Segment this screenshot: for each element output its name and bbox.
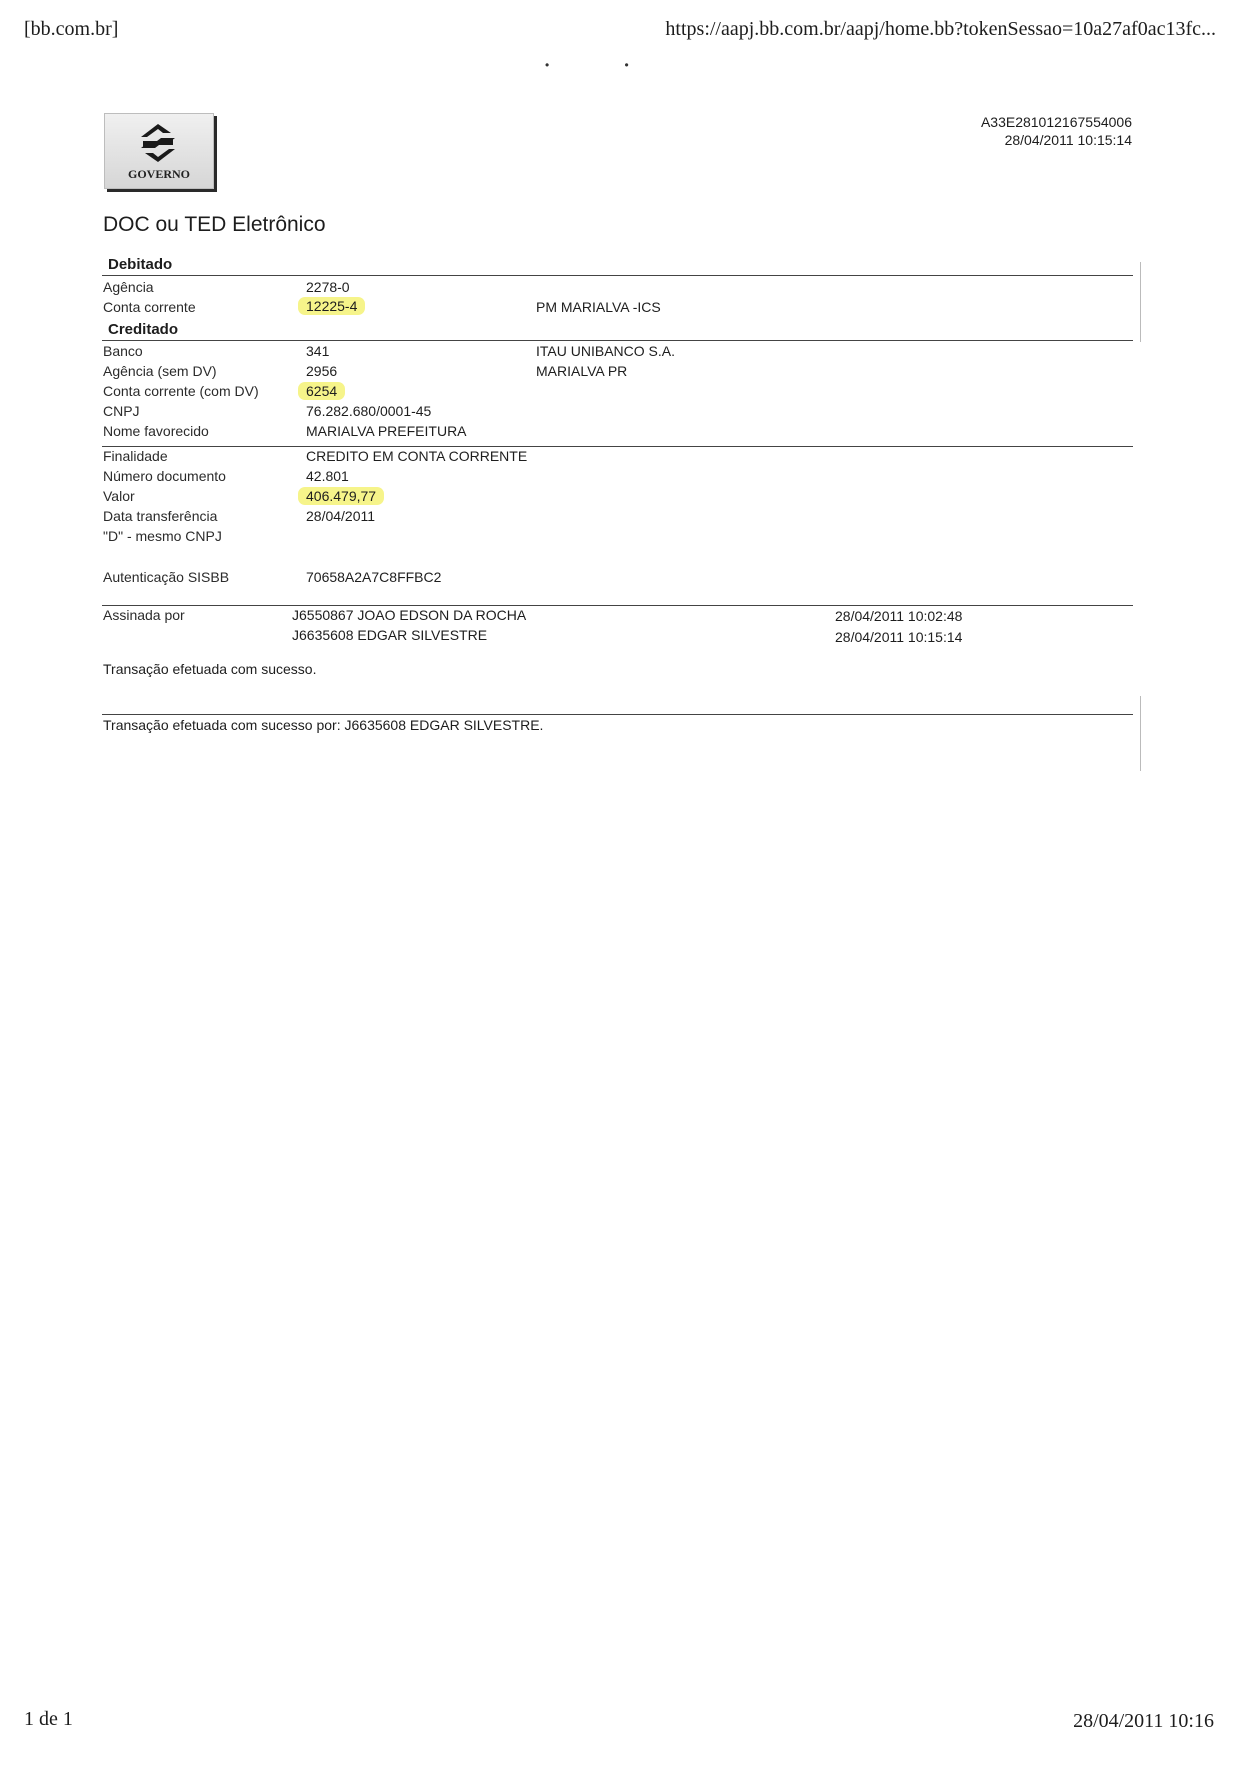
credit-banco-value: 341	[306, 343, 330, 359]
credit-banco-name: ITAU UNIBANCO S.A.	[536, 343, 675, 359]
data-transferencia-label: Data transferência	[103, 508, 218, 524]
divider	[102, 446, 1133, 447]
document-datetime: 28/04/2011 10:15:14	[1004, 132, 1132, 148]
credit-cnpj-label: CNPJ	[103, 403, 140, 419]
divider	[102, 275, 1133, 276]
credit-favorecido-label: Nome favorecido	[103, 423, 209, 439]
debit-agencia-value: 2278-0	[306, 279, 350, 295]
divider	[102, 605, 1133, 606]
data-transferencia-value: 28/04/2011	[306, 508, 376, 524]
print-footer-datetime: 28/04/2011 10:16	[1073, 1710, 1214, 1732]
credit-conta-value	[306, 383, 345, 399]
print-header-site: [bb.com.br]	[24, 18, 119, 40]
section-creditado-title: Creditado	[108, 321, 179, 338]
valor-value	[306, 488, 384, 504]
print-footer-page: 1 de 1	[24, 1708, 73, 1730]
debit-conta-label: Conta corrente	[103, 299, 196, 315]
signer-datetime: 28/04/2011 10:02:48	[835, 608, 963, 624]
finalidade-value: CREDITO EM CONTA CORRENTE	[306, 448, 528, 464]
scan-edge-mark	[1140, 696, 1141, 771]
debit-conta-value	[306, 298, 365, 314]
debit-conta-name: PM MARIALVA -ICS	[536, 299, 661, 315]
valor-label: Valor	[103, 488, 135, 504]
document-code	[981, 113, 1132, 149]
autenticacao-label: Autenticação SISBB	[103, 569, 230, 585]
signer-name: J6550867 JOAO EDSON DA ROCHA	[292, 607, 527, 623]
assinada-por-label: Assinada por	[103, 607, 185, 623]
numero-documento-label: Número documento	[103, 468, 226, 484]
document-id: A33E281012167554006	[980, 114, 1132, 130]
finalidade-label: Finalidade	[103, 448, 168, 464]
highlight: 406.479,77	[298, 487, 384, 505]
signer-name: J6635608 EDGAR SILVESTRE	[292, 627, 488, 643]
debit-agencia-label: Agência	[103, 279, 154, 295]
status-message: Transação efetuada com sucesso.	[103, 661, 317, 677]
signer-datetime: 28/04/2011 10:15:14	[835, 629, 963, 645]
credit-agencia-value: 2956	[306, 363, 338, 379]
credit-cnpj-value: 76.282.680/0001-45	[306, 403, 432, 419]
mesmo-cnpj-note: "D" - mesmo CNPJ	[103, 528, 222, 544]
bank-logo	[104, 113, 214, 189]
scan-specks: • •	[545, 58, 665, 72]
banco-do-brasil-logo-icon	[137, 122, 179, 164]
credit-banco-label: Banco	[103, 343, 143, 359]
credit-favorecido-value: MARIALVA PREFEITURA	[306, 423, 467, 439]
credit-agencia-label: Agência (sem DV)	[103, 363, 217, 379]
autenticacao-value: 70658A2A7C8FFBC2	[306, 569, 442, 585]
print-header-url: https://aapj.bb.com.br/aapj/home.bb?tokenSessao=10a27af0ac13fc...	[665, 18, 1216, 40]
page-title: DOC ou TED Eletrônico	[103, 213, 326, 236]
scan-edge-mark	[1140, 262, 1141, 342]
logo-label: GOVERNO	[127, 167, 190, 181]
credit-conta-label: Conta corrente (com DV)	[103, 383, 259, 399]
divider	[102, 714, 1133, 715]
section-debitado-title: Debitado	[108, 256, 173, 273]
credit-agencia-city: MARIALVA PR	[536, 363, 628, 379]
final-message: Transação efetuada com sucesso por: J6635608 EDGAR SILVESTRE.	[103, 717, 544, 733]
divider	[102, 340, 1133, 341]
highlight: 12225-4	[298, 297, 365, 315]
highlight: 6254	[298, 382, 345, 400]
numero-documento-value: 42.801	[306, 468, 349, 484]
